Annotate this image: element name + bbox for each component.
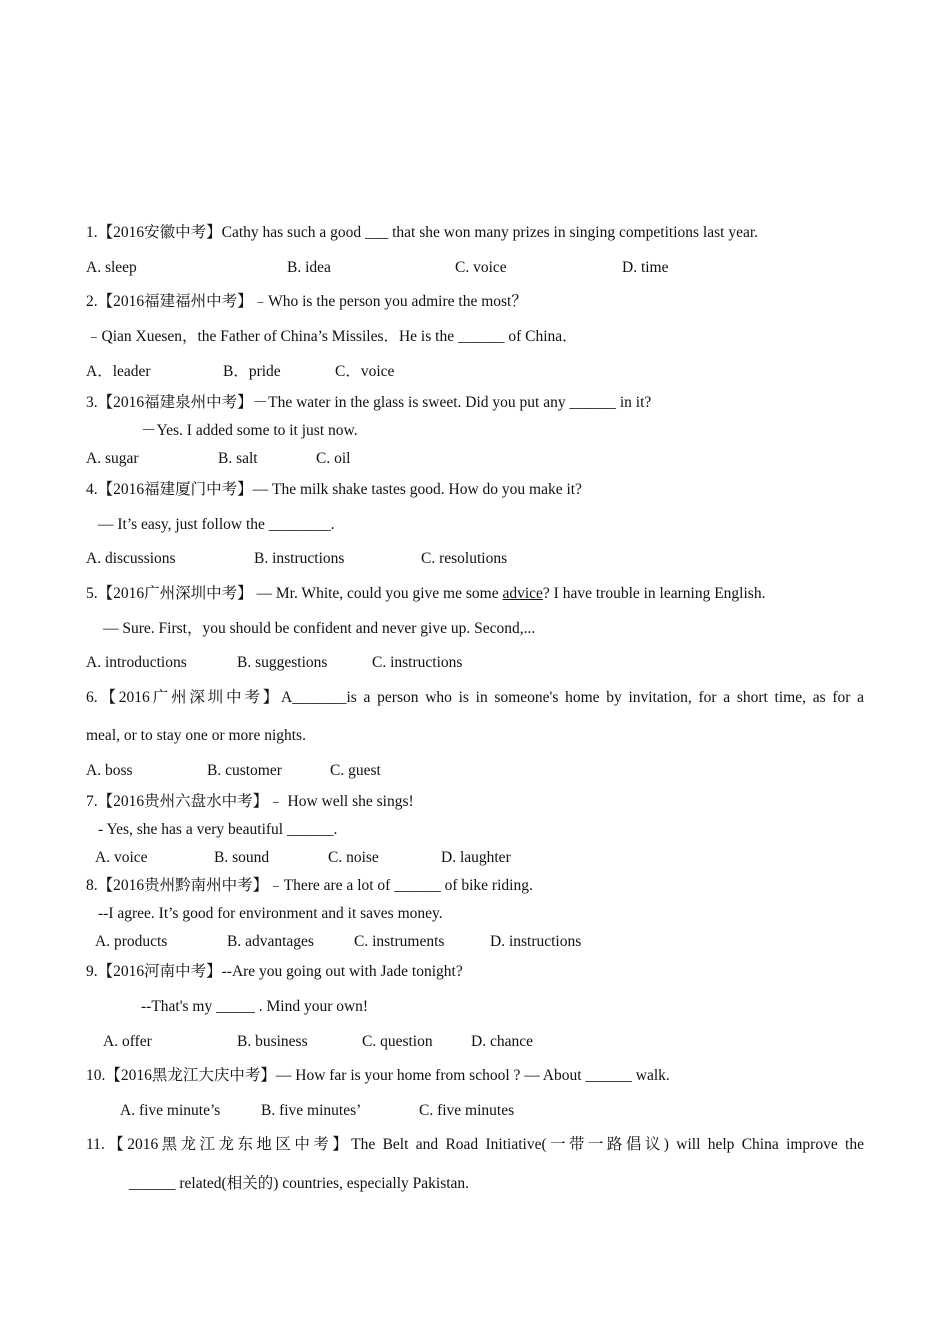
question-7-reply: - Yes, she has a very beautiful ______. bbox=[98, 821, 338, 838]
q3-option-a: A. sugar bbox=[86, 450, 139, 467]
q2-option-a: A．leader bbox=[86, 363, 151, 380]
q7-option-a: A. voice bbox=[95, 849, 148, 866]
q2-option-b: B．pride bbox=[223, 363, 281, 380]
q8-option-c: C. instruments bbox=[354, 933, 445, 950]
q1-option-d: D. time bbox=[622, 259, 669, 276]
question-6: 6.【2016广州深圳中考】A_______is a person who is in someone's home by invitation, for a short time, as for a bbox=[86, 689, 864, 706]
question-11: 11.【2016黑龙江龙东地区中考】The Belt and Road Initiative(一带一路倡议) will help China improve the bbox=[86, 1136, 864, 1153]
q4-option-b: B. instructions bbox=[254, 550, 345, 567]
q10-option-b: B. five minutes’ bbox=[261, 1102, 362, 1119]
question-10: 10.【2016黑龙江大庆中考】— How far is your home from school ? — About ______ walk. bbox=[86, 1067, 670, 1084]
question-8: 8.【2016贵州黔南州中考】﹣There are a lot of ______ of bike riding. bbox=[86, 877, 533, 894]
q3-option-c: C. oil bbox=[316, 450, 351, 467]
q5-option-c: C. instructions bbox=[372, 654, 463, 671]
q4-option-c: C. resolutions bbox=[421, 550, 508, 567]
q8-option-b: B. advantages bbox=[227, 933, 314, 950]
q10-option-a: A. five minute’s bbox=[120, 1102, 221, 1119]
q2-option-c: C．voice bbox=[335, 363, 395, 380]
question-6-continuation: meal, or to stay one or more nights. bbox=[86, 727, 306, 744]
question-9-reply: --That's my _____ . Mind your own! bbox=[141, 998, 369, 1015]
underlined-word: advice bbox=[502, 585, 543, 602]
q3-option-b: B. salt bbox=[218, 450, 258, 467]
question-3-reply: －Yes. I added some to it just now. bbox=[141, 422, 358, 439]
q1-option-c: C. voice bbox=[455, 259, 507, 276]
q6-option-b: B. customer bbox=[207, 762, 282, 779]
question-2-reply: ﹣Qian Xuesen，the Father of China’s Missiles．He is the ______ of China． bbox=[86, 328, 578, 345]
q8-option-d: D. instructions bbox=[490, 933, 582, 950]
q6-option-c: C. guest bbox=[330, 762, 381, 779]
question-7: 7.【2016贵州六盘水中考】﹣ How well she sings! bbox=[86, 793, 414, 810]
q5-option-b: B. suggestions bbox=[237, 654, 328, 671]
question-5-reply: — Sure. First，you should be confident and never give up. Second,... bbox=[103, 620, 536, 637]
q1-option-a: A. sleep bbox=[86, 259, 137, 276]
question-5 bbox=[86, 584, 765, 604]
q5-option-a: A. introductions bbox=[86, 654, 187, 671]
q4-option-a: A. discussions bbox=[86, 550, 176, 567]
q7-option-d: D. laughter bbox=[441, 849, 511, 866]
q10-option-c: C. five minutes bbox=[419, 1102, 515, 1119]
q6-option-a: A. boss bbox=[86, 762, 133, 779]
question-2: 2.【2016福建福州中考】﹣Who is the person you admire the most？ bbox=[86, 293, 527, 310]
question-3: 3.【2016福建泉州中考】－The water in the glass is sweet. Did you put any ______ in it? bbox=[86, 394, 652, 411]
q9-option-c: C. question bbox=[362, 1033, 433, 1050]
question-4-reply: — It’s easy, just follow the ________. bbox=[98, 516, 335, 533]
q9-option-b: B. business bbox=[237, 1033, 308, 1050]
question-1: 1.【2016安徽中考】Cathy has such a good ___ that she won many prizes in singing competitions last year. bbox=[86, 224, 759, 241]
q8-option-a: A. products bbox=[95, 933, 168, 950]
question-5-text-start: 5.【2016广州深圳中考】 — Mr. White, could you give me some bbox=[86, 585, 503, 602]
question-4: 4.【2016福建厦门中考】— The milk shake tastes good. How do you make it? bbox=[86, 481, 582, 498]
question-5-text-end: ? I have trouble in learning English. bbox=[542, 585, 766, 602]
q9-option-d: D. chance bbox=[471, 1033, 533, 1050]
question-11-continuation: ______ related(相关的) countries, especially Pakistan. bbox=[129, 1175, 470, 1192]
q1-option-b: B. idea bbox=[287, 259, 331, 276]
q7-option-b: B. sound bbox=[214, 849, 270, 866]
question-9: 9.【2016河南中考】--Are you going out with Jade tonight? bbox=[86, 963, 463, 980]
q9-option-a: A. offer bbox=[103, 1033, 152, 1050]
q7-option-c: C. noise bbox=[328, 849, 379, 866]
question-8-reply: --I agree. It’s good for environment and it saves money. bbox=[98, 905, 443, 922]
